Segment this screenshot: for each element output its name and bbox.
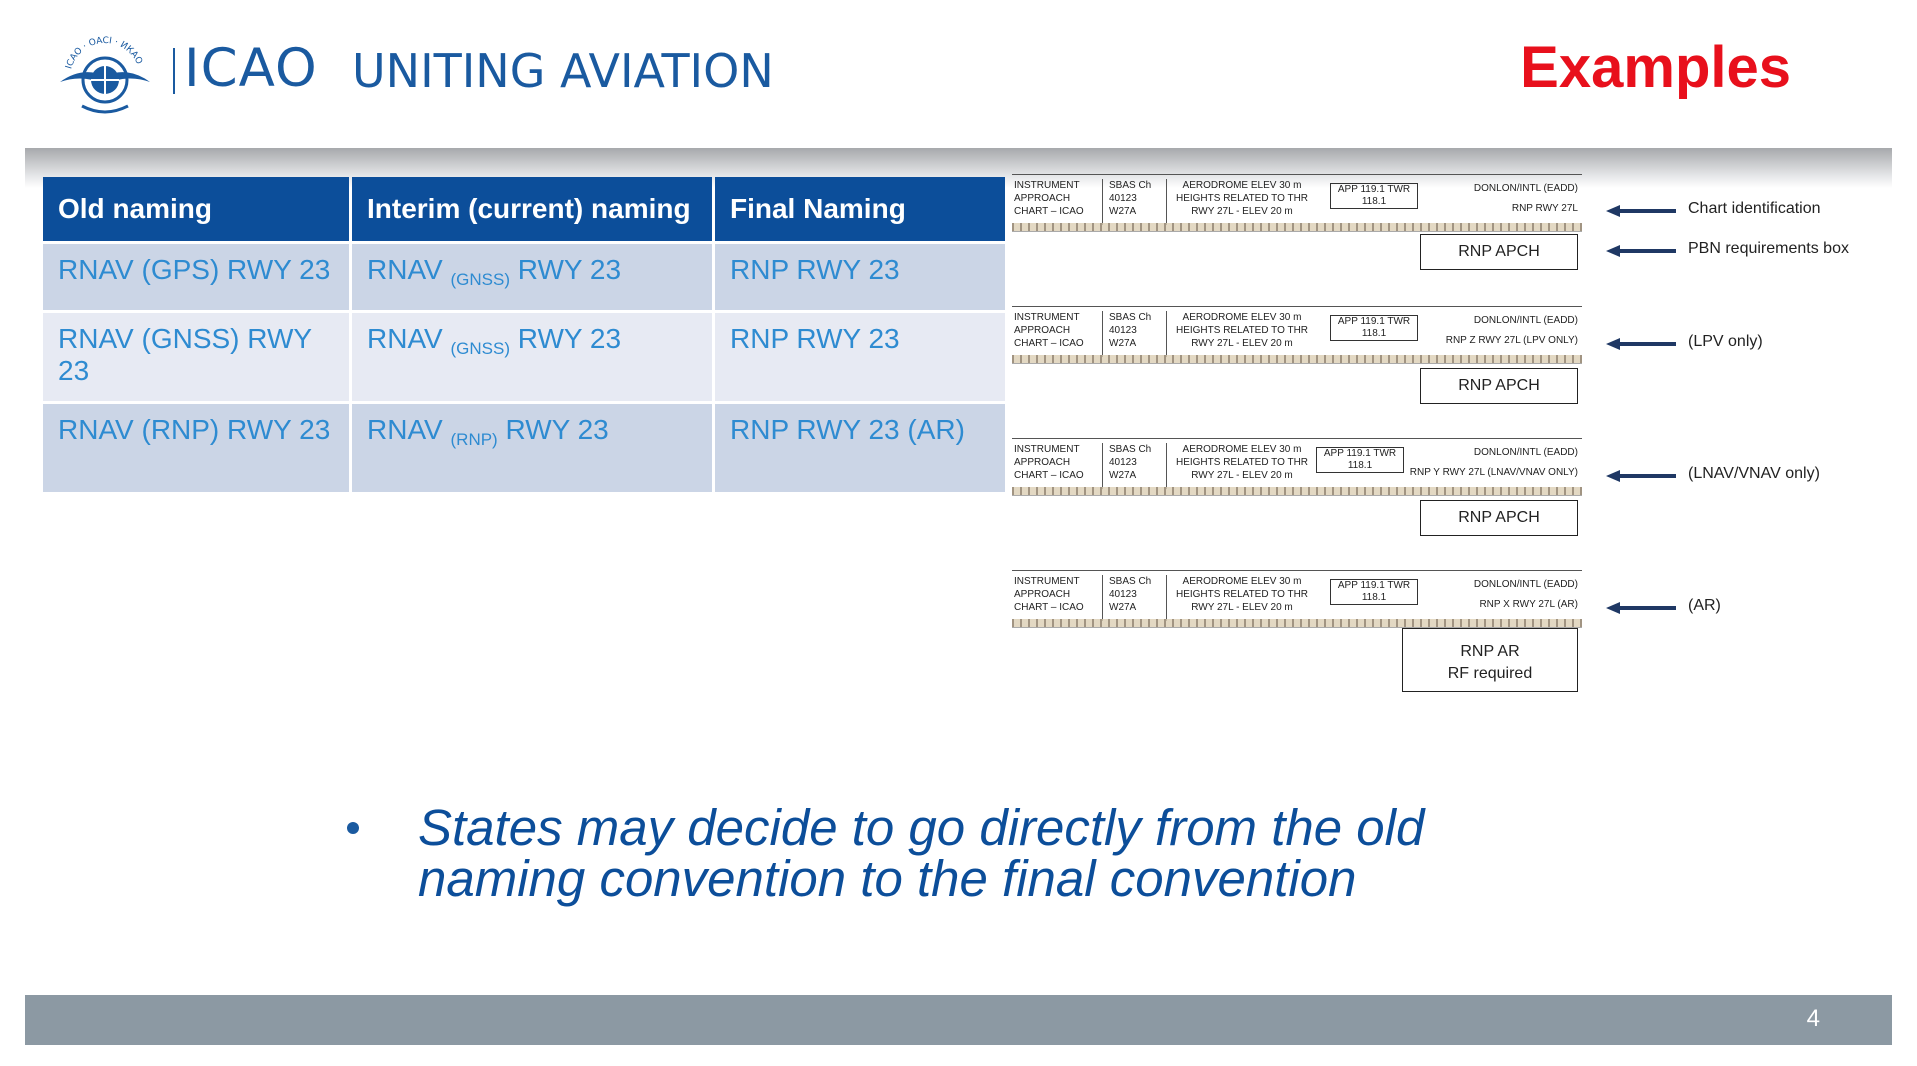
chart-header-strip [1012, 306, 1582, 365]
arrow-left-icon [1606, 245, 1676, 257]
callout-lpv-only: (LPV only) [1688, 333, 1763, 350]
slide-title: Examples [1520, 35, 1791, 100]
pbn-requirements-box [1420, 234, 1578, 270]
footer-bar [25, 995, 1892, 1045]
sbas-channel: SBAS Ch 40123 W27A [1102, 311, 1165, 357]
org-name: ICAO [184, 38, 318, 99]
table-row [43, 244, 1005, 310]
frequencies-box: APP 119.1 TWR 118.1 [1330, 315, 1418, 341]
sbas-channel: SBAS Ch 40123 W27A [1102, 443, 1165, 489]
page-number: 4 [1806, 1005, 1820, 1032]
chart-header-panel [1012, 160, 1582, 260]
cell-interim: RNAV $_{(RNP)}$ RWY 23 [352, 404, 712, 492]
chart-header-strip [1012, 174, 1582, 233]
scale-rule [1012, 619, 1582, 627]
chart-identification: RNP Z RWY 27L (LPV ONLY) [1445, 335, 1578, 346]
table-row [43, 404, 1005, 492]
icao-logo [52, 28, 158, 118]
chart-type-label: INSTRUMENT APPROACH CHART – ICAO [1014, 180, 1084, 217]
scale-rule [1012, 355, 1582, 363]
cell-final: RNP RWY 23 [715, 313, 1005, 401]
scale-baseline [1012, 363, 1582, 364]
chart-header-panel [1012, 556, 1582, 682]
frequencies-box: APP 119.1 TWR 118.1 [1330, 579, 1418, 605]
arrow-left-icon [1606, 205, 1676, 217]
pbn-requirements-box [1420, 500, 1578, 536]
aerodrome-name: DONLON/INTL (EADD) [1473, 447, 1578, 458]
callout-ar: (AR) [1688, 597, 1721, 614]
pbn-requirements-box [1420, 368, 1578, 404]
chart-type-label: INSTRUMENT APPROACH CHART – ICAO [1014, 576, 1084, 613]
scale-baseline [1012, 231, 1582, 232]
frequencies-box: APP 119.1 TWR 118.1 [1316, 447, 1404, 473]
sbas-channel: SBAS Ch 40123 W27A [1102, 179, 1165, 225]
logo-lettering: ICAO · OACI · ИКАО [64, 35, 144, 71]
table-header-row [43, 177, 1005, 241]
column-header-old: Old naming [43, 177, 349, 241]
callout-chart-identification: Chart identification [1688, 200, 1821, 217]
sbas-channel: SBAS Ch 40123 W27A [1102, 575, 1165, 621]
logo-separator [173, 48, 175, 94]
cell-final: RNP RWY 23 (AR) [715, 404, 1005, 492]
cell-interim: RNAV $_{(GNSS)}$ RWY 23 [352, 313, 712, 401]
pbn-line: RNP APCH [1458, 509, 1540, 526]
pbn-requirements-box [1402, 628, 1578, 692]
chart-identification: RNP X RWY 27L (AR) [1479, 599, 1578, 610]
chart-header-strip [1012, 570, 1582, 629]
tagline: UNITING AVIATION [352, 44, 774, 98]
cell-final: RNP RWY 23 [715, 244, 1005, 310]
aerodrome-elevation: AERODROME ELEV 30 m HEIGHTS RELATED TO THR RWY 27L - ELEV 20 m [1166, 311, 1317, 357]
chart-type-label: INSTRUMENT APPROACH CHART – ICAO [1014, 312, 1084, 349]
naming-table [40, 174, 1008, 495]
arrow-left-icon [1606, 338, 1676, 350]
bullet-text: States may decide to go directly from the old naming convention to the final convention [418, 799, 1425, 907]
pbn-line: RF required [1447, 665, 1533, 682]
pbn-line: RNP APCH [1458, 377, 1540, 394]
cell-old: RNAV (GNSS) RWY 23 [43, 313, 349, 401]
aerodrome-elevation: AERODROME ELEV 30 m HEIGHTS RELATED TO THR RWY 27L - ELEV 20 m [1166, 443, 1317, 489]
aerodrome-elevation: AERODROME ELEV 30 m HEIGHTS RELATED TO THR RWY 27L - ELEV 20 m [1166, 575, 1317, 621]
aerodrome-name: DONLON/INTL (EADD) [1473, 315, 1578, 326]
chart-identification: RNP Y RWY 27L (LNAV/VNAV ONLY) [1409, 467, 1578, 478]
arrow-left-icon [1606, 602, 1676, 614]
chart-examples-figure [1008, 160, 1898, 720]
frequencies-box: APP 119.1 TWR 118.1 [1330, 183, 1418, 209]
chart-header-panel [1012, 292, 1582, 394]
column-header-interim: Interim (current) naming [352, 177, 712, 241]
callout-pbn-box: PBN requirements box [1688, 240, 1849, 257]
arrow-left-icon [1606, 470, 1676, 482]
aerodrome-name: DONLON/INTL (EADD) [1473, 183, 1578, 194]
bullet-marker [347, 822, 359, 834]
scale-rule [1012, 487, 1582, 495]
chart-id-block [1378, 179, 1578, 219]
cell-old: RNAV (GPS) RWY 23 [43, 244, 349, 310]
chart-identification: RNP RWY 27L [1511, 203, 1578, 214]
column-header-final: Final Naming [715, 177, 1005, 241]
aerodrome-name: DONLON/INTL (EADD) [1473, 579, 1578, 590]
chart-header-panel [1012, 424, 1582, 526]
callout-lnav-vnav-only: (LNAV/VNAV only) [1688, 465, 1820, 482]
scale-rule [1012, 223, 1582, 231]
cell-interim: RNAV $_{(GNSS)}$ RWY 23 [352, 244, 712, 310]
chart-id-block [1378, 311, 1578, 351]
cell-old: RNAV (RNP) RWY 23 [43, 404, 349, 492]
aerodrome-elevation: AERODROME ELEV 30 m HEIGHTS RELATED TO THR RWY 27L - ELEV 20 m [1166, 179, 1317, 225]
chart-header-strip [1012, 438, 1582, 497]
chart-id-block [1378, 443, 1578, 483]
table-row [43, 313, 1005, 401]
scale-baseline [1012, 495, 1582, 496]
chart-id-block [1378, 575, 1578, 615]
pbn-line: RNP AR [1460, 643, 1520, 660]
pbn-line: RNP APCH [1458, 243, 1540, 260]
chart-type-label: INSTRUMENT APPROACH CHART – ICAO [1014, 444, 1084, 481]
